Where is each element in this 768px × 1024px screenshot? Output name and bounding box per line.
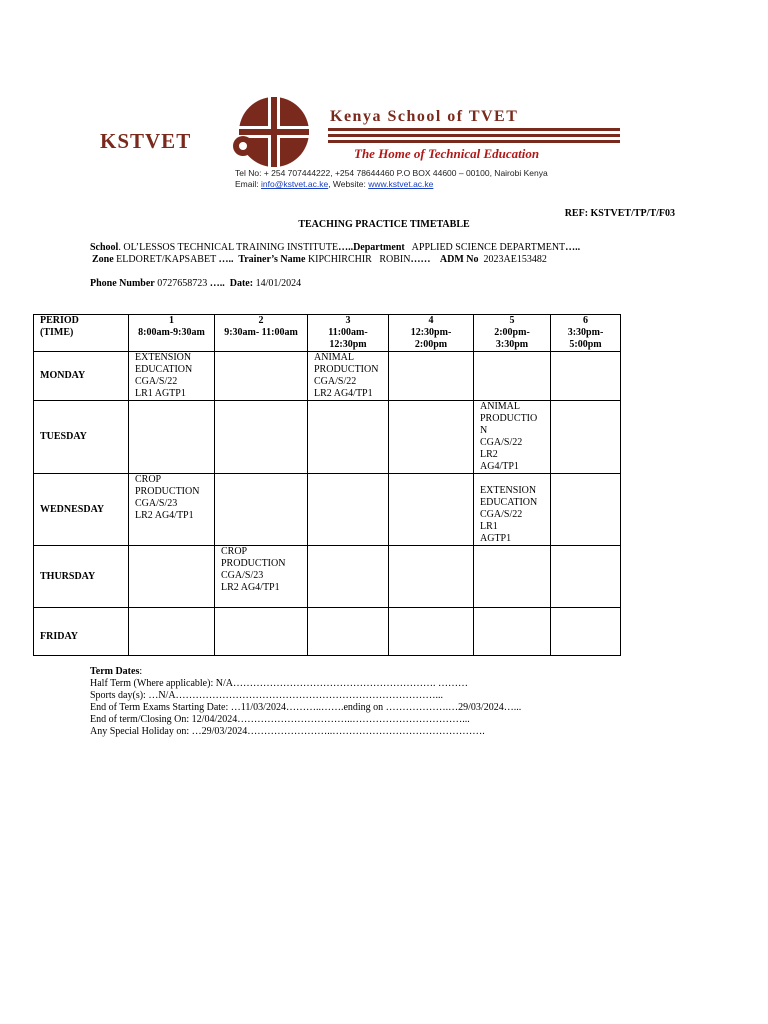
timetable-cell [308, 608, 389, 656]
zone-tail: ….. [218, 254, 234, 265]
term-line-special-holiday: Any Special Holiday on: …29/03/2024……………………..………………………………………. [90, 726, 485, 737]
email-prefix: Email: [235, 179, 261, 189]
phone-value: 0727658723 [154, 278, 210, 289]
timetable-cell: EXTENSION EDUCATION CGA/S/22 LR1 AGTP1 [129, 352, 215, 401]
timetable-cell [308, 546, 389, 608]
trainer-tail: …… [410, 254, 431, 265]
timetable-cell [389, 546, 474, 608]
table-row [34, 352, 621, 401]
date-label: Date: [224, 278, 254, 289]
adm-value: 2023AE153482 [478, 254, 547, 265]
day-label: WEDNESDAY [34, 474, 129, 546]
timetable-cell [389, 474, 474, 546]
trainer-label: Trainer’s Name [233, 254, 306, 265]
department-tail: ….. [565, 242, 581, 253]
period-header: 2 9:30am- 11:00am [215, 315, 308, 352]
logo-school-name: Kenya School of TVET [330, 108, 519, 125]
term-dates-section [90, 666, 521, 738]
timetable-cell [551, 546, 621, 608]
day-label: TUESDAY [34, 401, 129, 474]
timetable-cell: CROP PRODUCTION CGA/S/23 LR2 AG4/TP1 [129, 474, 215, 546]
term-dates-heading [90, 666, 521, 678]
timetable-cell [474, 546, 551, 608]
school-line [90, 242, 580, 254]
term-line-exams: End of Term Exams Starting Date: …11/03/2024………..…….ending on ……………….…29/03/2024…... [90, 702, 522, 713]
timetable [33, 314, 621, 656]
table-row [34, 546, 621, 608]
timetable-cell [308, 474, 389, 546]
adm-label: ADM No [430, 254, 479, 265]
phone-line [90, 278, 301, 290]
day-label: FRIDAY [34, 608, 129, 656]
timetable-cell [129, 608, 215, 656]
period-header: 6 3:30pm- 5:00pm [551, 315, 621, 352]
term-line-closing: End of term/Closing On: 12/04/2024……………………………..……………………………... [90, 714, 470, 725]
logo-contact-line1: Tel No: + 254 707444222, +254 78644460 P.O BOX 44600 – 00100, Nairobi Kenya [235, 168, 548, 178]
website-link[interactable]: www.kstvet.ac.ke [368, 179, 434, 189]
timetable-cell [215, 352, 308, 401]
timetable-cell [389, 608, 474, 656]
zone-value: ELDORET/KAPSABET [113, 254, 219, 265]
term-line-sports-day: Sports day(s): …N/A……………………………………………………………………... [90, 690, 444, 701]
term-line-half-term: Half Term (Where applicable): N/A……………………………………………………. ……… [90, 678, 468, 689]
school-value: . OL’LESSOS TECHNICAL TRAINING INSTITUTE [118, 242, 339, 253]
timetable-cell: EXTENSION EDUCATION CGA/S/22 LR1 AGTP1 [474, 474, 551, 546]
zone-label: Zone [92, 254, 114, 265]
website-prefix: , Website: [328, 179, 369, 189]
timetable-cell: CROP PRODUCTION CGA/S/23 LR2 AG4/TP1 [215, 546, 308, 608]
phone-tail: ….. [209, 278, 225, 289]
timetable-cell [474, 608, 551, 656]
term-dates-colon: : [139, 666, 143, 677]
date-value: 14/01/2024 [253, 278, 302, 289]
department-label: …..Department [338, 242, 405, 253]
timetable-cell [551, 608, 621, 656]
timetable-cell [215, 401, 308, 474]
timetable-header-row [34, 315, 621, 352]
timetable-cell [551, 401, 621, 474]
department-value: APPLIED SCIENCE DEPARTMENT [404, 242, 566, 253]
period-header: 1 8:00am-9:30am [129, 315, 215, 352]
timetable-cell: ANIMAL PRODUCTION CGA/S/22 LR2 AG4/TP1 [308, 352, 389, 401]
period-time-header: PERIOD (TIME) [34, 315, 129, 352]
page-title: TEACHING PRACTICE TIMETABLE [298, 219, 470, 230]
timetable-cell [551, 474, 621, 546]
logo-tagline: The Home of Technical Education [354, 146, 540, 161]
term-dates-title: Term Dates [90, 666, 140, 677]
timetable-cell [551, 352, 621, 401]
table-row [34, 401, 621, 474]
day-label: MONDAY [34, 352, 129, 401]
kstvet-logo [92, 95, 632, 195]
period-header: 4 12:30pm- 2:00pm [389, 315, 474, 352]
email-link[interactable]: info@kstvet.ac.ke [260, 179, 329, 189]
timetable-cell [474, 352, 551, 401]
reference-number: REF: KSTVET/TP/T/F03 [564, 208, 675, 219]
table-row [34, 608, 621, 656]
period-header: 3 11:00am- 12:30pm [308, 315, 389, 352]
timetable-cell [129, 546, 215, 608]
logo-acronym: KSTVET [100, 129, 192, 153]
logo-contact-line2 [235, 179, 433, 190]
table-row [34, 474, 621, 546]
timetable-cell: ANIMAL PRODUCTIO N CGA/S/22 LR2 AG4/TP1 [474, 401, 551, 474]
zone-line [92, 254, 547, 266]
timetable-cell [389, 401, 474, 474]
trainer-value: KIPCHIRCHIR ROBIN [305, 254, 411, 265]
period-header: 5 2:00pm- 3:30pm [474, 315, 551, 352]
phone-label: Phone Number [90, 278, 155, 289]
timetable-cell [389, 352, 474, 401]
timetable-cell [129, 401, 215, 474]
school-label: School [90, 242, 119, 253]
timetable-cell [308, 401, 389, 474]
day-label: THURSDAY [34, 546, 129, 608]
timetable-cell [215, 474, 308, 546]
timetable-cell [215, 608, 308, 656]
